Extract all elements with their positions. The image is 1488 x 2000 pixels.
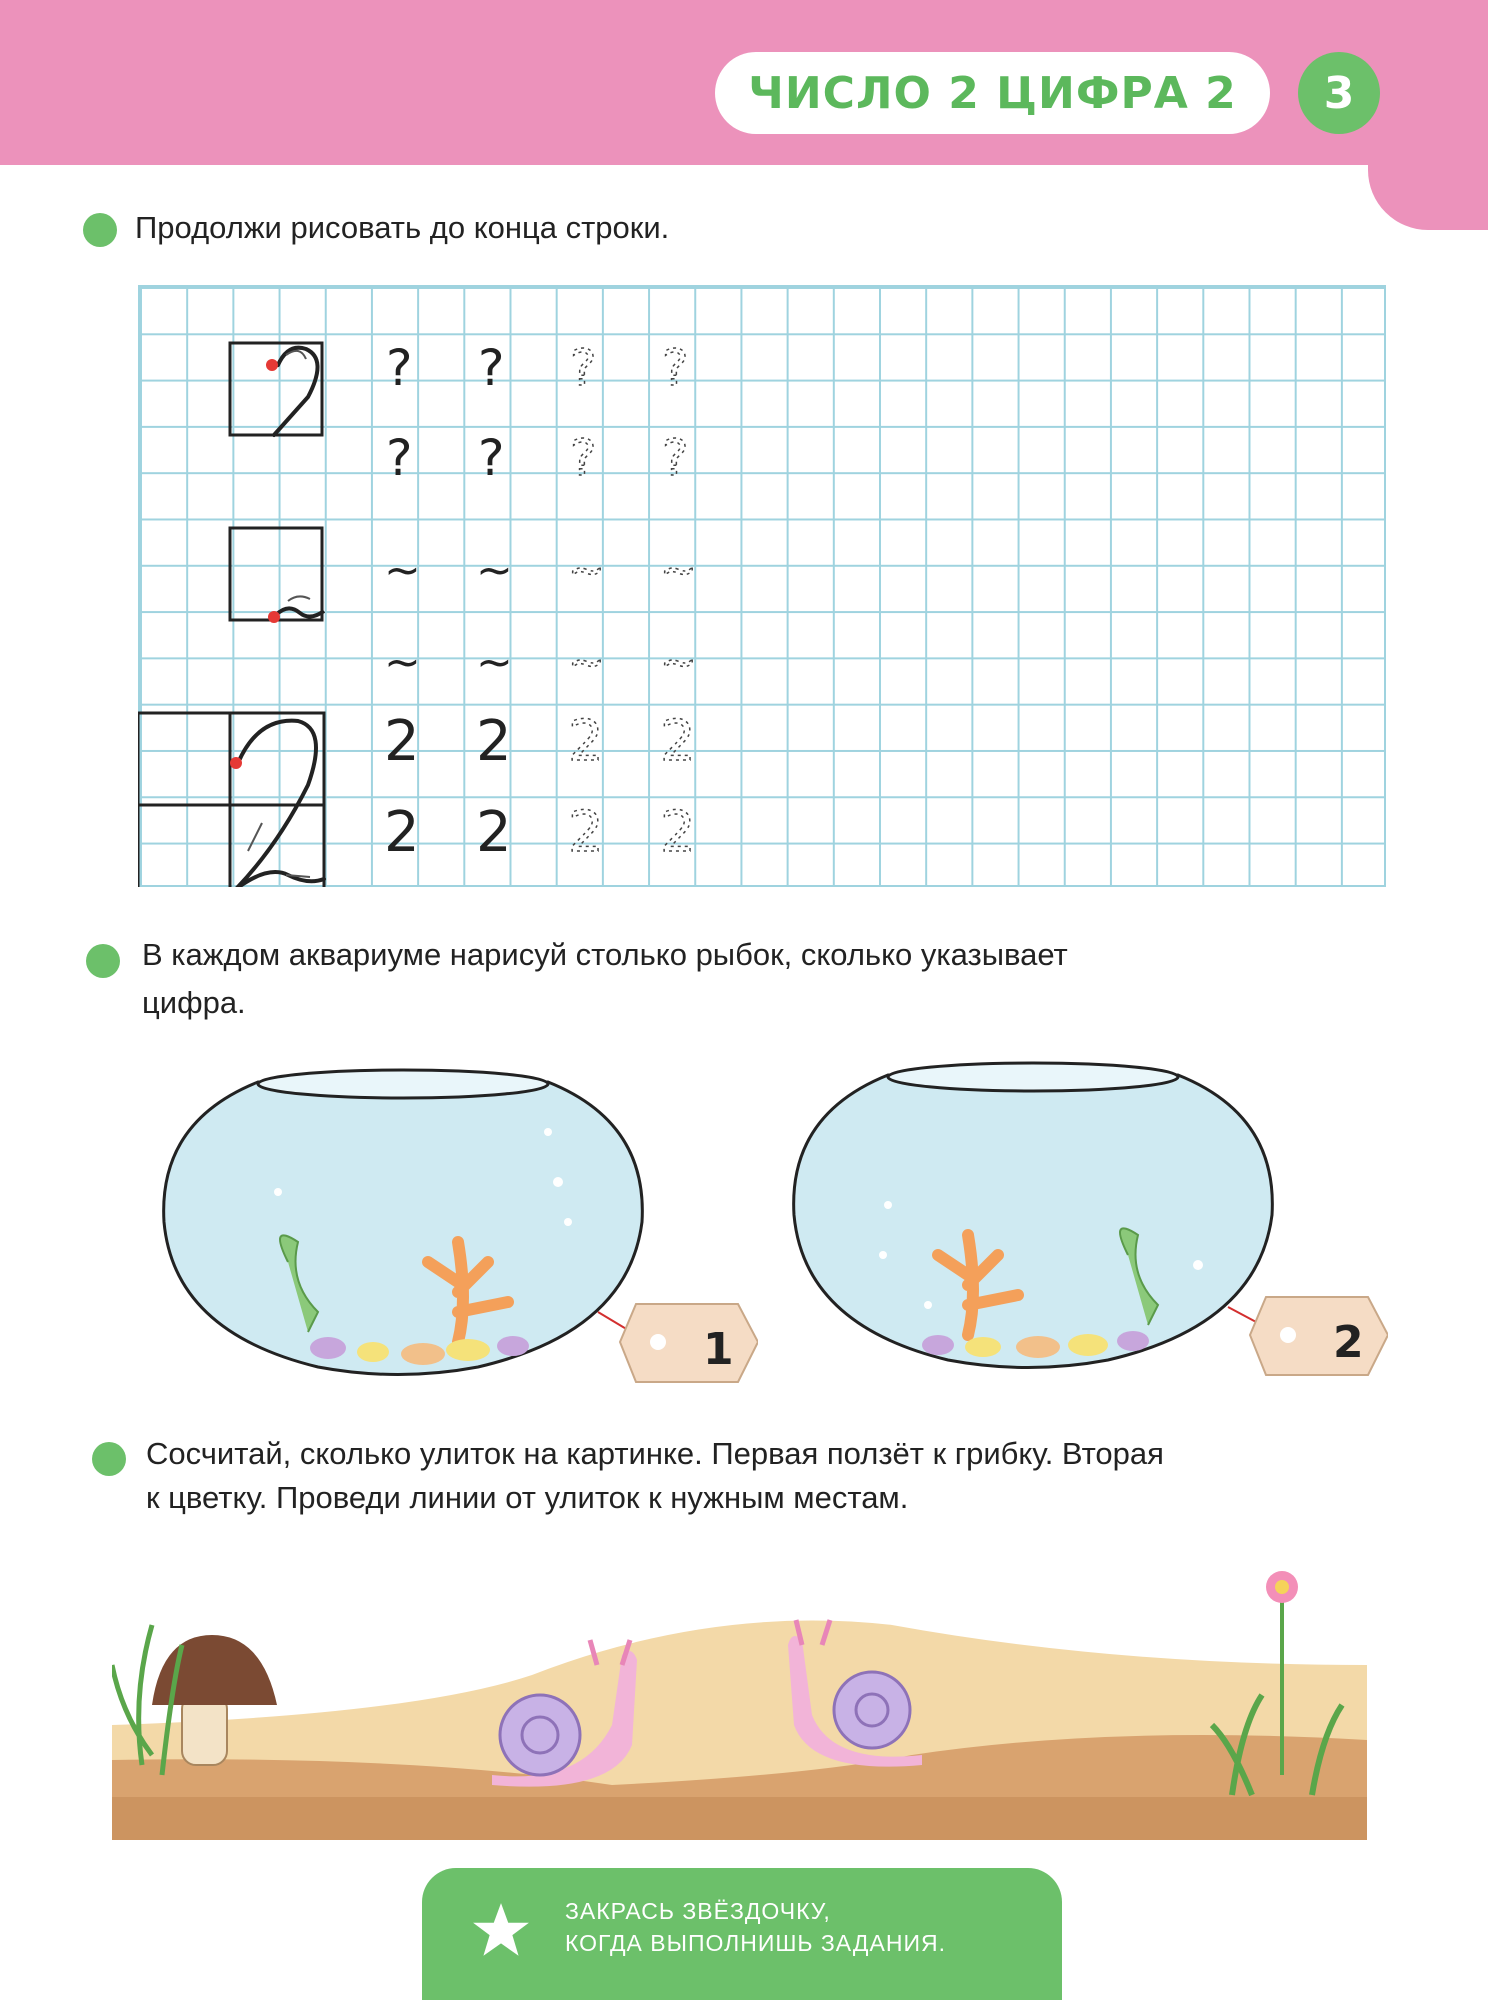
- svg-text:2: 2: [476, 800, 512, 865]
- sample-box-hook: [230, 343, 322, 435]
- start-dot: [266, 359, 278, 371]
- sample-wave-stroke: [276, 608, 324, 616]
- header-decoration: [1368, 140, 1488, 230]
- aquarium-left[interactable]: [158, 1062, 758, 1392]
- svg-text:2: 2: [660, 709, 696, 774]
- svg-text:?: ?: [386, 429, 413, 487]
- svg-text:2: 2: [476, 709, 512, 774]
- snail-scene[interactable]: [112, 1545, 1367, 1840]
- task2-instruction-line1: В каждом аквариуме нарисуй столько рыбок, сколько указывает: [142, 937, 1068, 972]
- footer-line1: ЗАКРАСЬ ЗВЁЗДОЧКУ,: [565, 1898, 831, 1924]
- svg-text:~: ~: [568, 545, 605, 596]
- page-title: ЧИСЛО 2 ЦИФРА 2: [748, 67, 1237, 119]
- page-number-badge: 3: [1298, 52, 1380, 134]
- svg-text:?: ?: [478, 339, 505, 397]
- footer-line2: КОГДА ВЫПОЛНИШЬ ЗАДАНИЯ.: [565, 1930, 946, 1956]
- digit-row-2: [384, 800, 512, 865]
- task3-instruction-line2: к цветку. Проведи линии от улиток к нужным местам.: [146, 1480, 909, 1515]
- hook-row-1: [386, 339, 505, 397]
- task3-bullet-icon: [92, 1442, 126, 1476]
- task3-instruction-line1: Сосчитай, сколько улиток на картинке. Первая ползёт к грибку. Вторая: [146, 1436, 1164, 1471]
- hook-row-2: [386, 429, 505, 487]
- svg-text:~: ~: [568, 637, 605, 688]
- aquarium-right[interactable]: [788, 1055, 1388, 1385]
- star-icon[interactable]: [470, 1900, 532, 1962]
- svg-text:2: 2: [568, 800, 604, 865]
- svg-text:?: ?: [386, 339, 413, 397]
- svg-text:~: ~: [476, 545, 513, 596]
- svg-text:~: ~: [660, 637, 697, 688]
- svg-text:2: 2: [660, 800, 696, 865]
- title-pill: [715, 52, 1270, 134]
- task1-bullet-icon: [83, 213, 117, 247]
- svg-text:?: ?: [662, 339, 689, 397]
- svg-text:~: ~: [384, 637, 421, 688]
- sample-hook-stroke: [274, 348, 318, 435]
- sample-box-wave: [230, 528, 322, 620]
- aquarium-left-tag: 1: [703, 1324, 734, 1375]
- svg-text:?: ?: [570, 339, 597, 397]
- svg-text:2: 2: [384, 709, 420, 774]
- wave-row-1: [384, 545, 513, 596]
- svg-text:2: 2: [384, 800, 420, 865]
- wave-row-2: [384, 637, 513, 688]
- svg-text:~: ~: [476, 637, 513, 688]
- footer-instruction: [565, 1895, 946, 1959]
- svg-text:?: ?: [478, 429, 505, 487]
- svg-text:?: ?: [662, 429, 689, 487]
- digit-row-1: [384, 709, 512, 774]
- task1-instruction: Продолжи рисовать до конца строки.: [135, 210, 670, 245]
- svg-text:?: ?: [570, 429, 597, 487]
- svg-text:~: ~: [384, 545, 421, 596]
- task2-instruction-line2: цифра.: [142, 985, 246, 1020]
- task2-bullet-icon: [86, 944, 120, 978]
- writing-practice: [138, 285, 1386, 887]
- aquarium-right-tag: 2: [1333, 1317, 1364, 1368]
- svg-text:2: 2: [568, 709, 604, 774]
- svg-text:~: ~: [660, 545, 697, 596]
